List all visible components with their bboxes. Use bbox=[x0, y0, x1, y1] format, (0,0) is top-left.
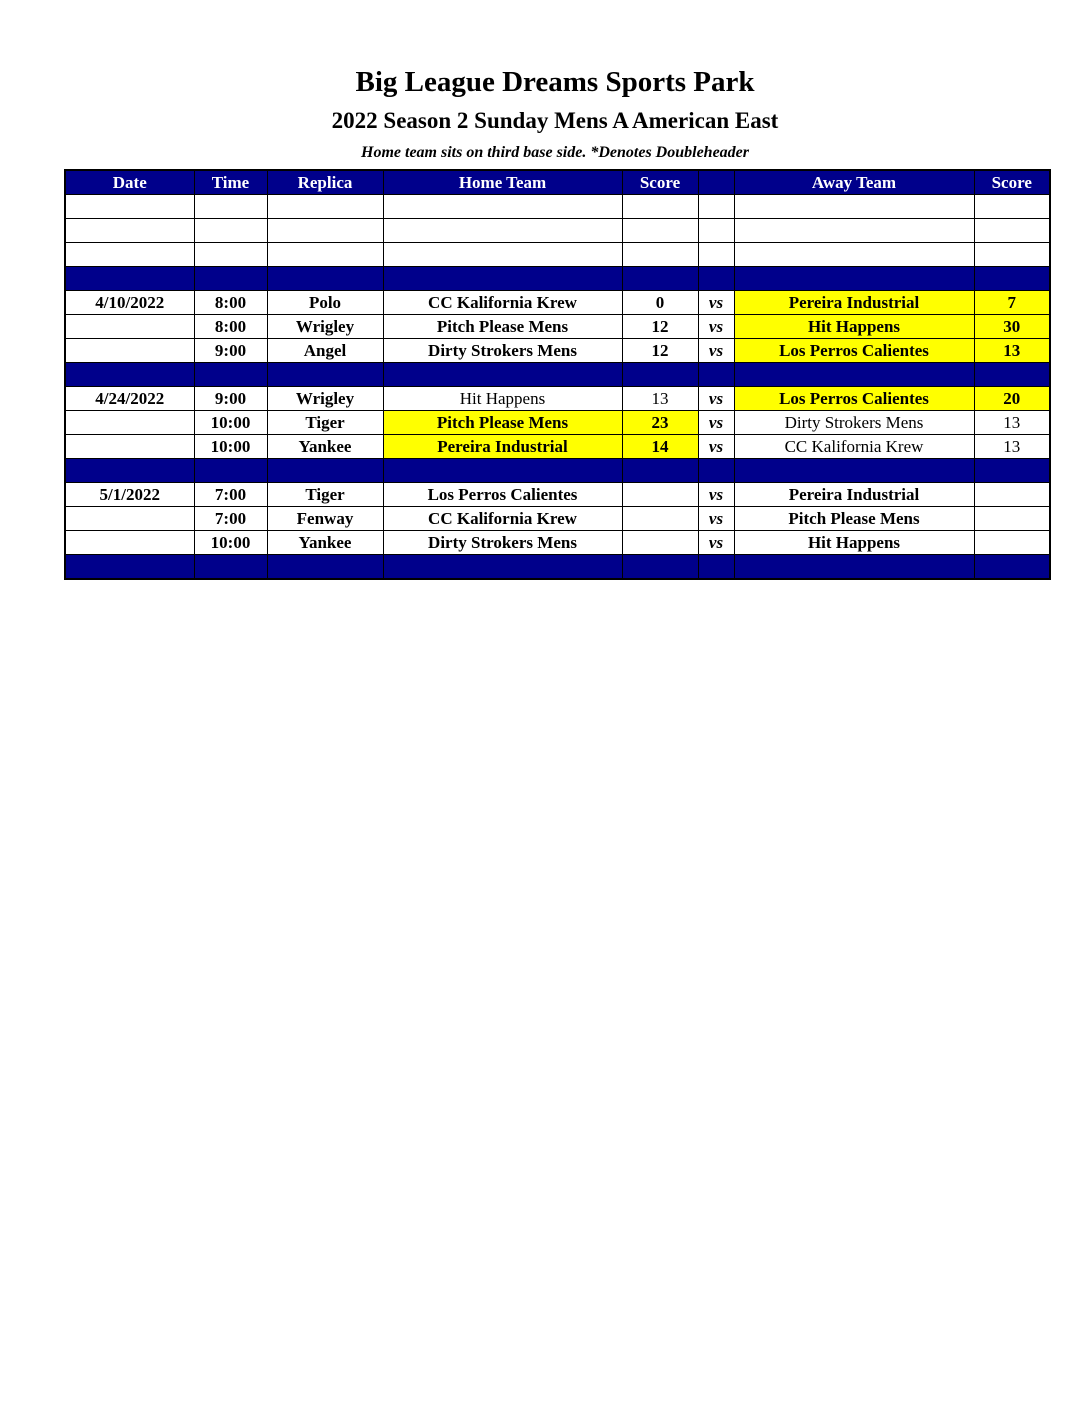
separator-cell bbox=[698, 267, 734, 291]
vs-label: vs bbox=[698, 387, 734, 411]
column-header-home-score: Score bbox=[622, 170, 698, 195]
home-team: Hit Happens bbox=[383, 387, 622, 411]
game-time: 8:00 bbox=[194, 315, 267, 339]
separator-cell bbox=[622, 267, 698, 291]
empty-row bbox=[65, 243, 1050, 267]
home-score bbox=[622, 507, 698, 531]
game-date: 4/24/2022 bbox=[65, 387, 194, 411]
game-time: 10:00 bbox=[194, 411, 267, 435]
week-separator-row bbox=[65, 459, 1050, 483]
column-header-vs bbox=[698, 170, 734, 195]
game-date bbox=[65, 339, 194, 363]
game-replica: Wrigley bbox=[267, 315, 383, 339]
empty-cell bbox=[974, 243, 1050, 267]
separator-cell bbox=[734, 459, 974, 483]
game-replica: Yankee bbox=[267, 435, 383, 459]
empty-cell bbox=[194, 195, 267, 219]
game-replica: Tiger bbox=[267, 483, 383, 507]
empty-cell bbox=[194, 243, 267, 267]
separator-cell bbox=[622, 459, 698, 483]
away-score bbox=[974, 507, 1050, 531]
empty-cell bbox=[698, 243, 734, 267]
game-time: 10:00 bbox=[194, 435, 267, 459]
away-team: Hit Happens bbox=[734, 531, 974, 555]
page-title: Big League Dreams Sports Park bbox=[355, 66, 755, 98]
vs-label: vs bbox=[698, 315, 734, 339]
week-separator-row bbox=[65, 555, 1050, 580]
week-separator-row bbox=[65, 267, 1050, 291]
away-score bbox=[974, 531, 1050, 555]
game-replica: Yankee bbox=[267, 531, 383, 555]
separator-cell bbox=[698, 363, 734, 387]
away-team: CC Kalifornia Krew bbox=[734, 435, 974, 459]
game-row bbox=[65, 435, 1050, 459]
empty-cell bbox=[267, 243, 383, 267]
empty-cell bbox=[698, 219, 734, 243]
empty-row bbox=[65, 195, 1050, 219]
empty-cell bbox=[622, 243, 698, 267]
home-team: Dirty Strokers Mens bbox=[383, 531, 622, 555]
column-header-away-score: Score bbox=[974, 170, 1050, 195]
away-score: 30 bbox=[974, 315, 1050, 339]
separator-cell bbox=[65, 459, 194, 483]
table-header-row bbox=[65, 170, 1050, 195]
home-score bbox=[622, 483, 698, 507]
game-row bbox=[65, 387, 1050, 411]
game-replica: Tiger bbox=[267, 411, 383, 435]
vs-label: vs bbox=[698, 291, 734, 315]
game-row bbox=[65, 507, 1050, 531]
column-header-replica: Replica bbox=[267, 170, 383, 195]
vs-label: vs bbox=[698, 339, 734, 363]
game-row bbox=[65, 291, 1050, 315]
column-header-away-team: Away Team bbox=[734, 170, 974, 195]
game-row bbox=[65, 483, 1050, 507]
game-date bbox=[65, 411, 194, 435]
column-header-home-team: Home Team bbox=[383, 170, 622, 195]
separator-cell bbox=[383, 267, 622, 291]
game-replica: Polo bbox=[267, 291, 383, 315]
separator-cell bbox=[383, 363, 622, 387]
home-score: 23 bbox=[622, 411, 698, 435]
home-team: Pitch Please Mens bbox=[383, 411, 622, 435]
game-time: 9:00 bbox=[194, 387, 267, 411]
away-team: Dirty Strokers Mens bbox=[734, 411, 974, 435]
schedule-table bbox=[64, 169, 1051, 580]
separator-cell bbox=[698, 459, 734, 483]
game-time: 9:00 bbox=[194, 339, 267, 363]
away-team: Hit Happens bbox=[734, 315, 974, 339]
separator-cell bbox=[734, 363, 974, 387]
empty-cell bbox=[194, 219, 267, 243]
home-team: Pereira Industrial bbox=[383, 435, 622, 459]
home-score: 12 bbox=[622, 315, 698, 339]
separator-cell bbox=[974, 555, 1050, 580]
separator-cell bbox=[194, 267, 267, 291]
away-score: 13 bbox=[974, 339, 1050, 363]
page-subtitle: 2022 Season 2 Sunday Mens A American East bbox=[331, 108, 779, 133]
empty-cell bbox=[267, 219, 383, 243]
empty-cell bbox=[622, 195, 698, 219]
separator-cell bbox=[194, 459, 267, 483]
empty-cell bbox=[734, 195, 974, 219]
home-score: 0 bbox=[622, 291, 698, 315]
home-team: Dirty Strokers Mens bbox=[383, 339, 622, 363]
game-date bbox=[65, 435, 194, 459]
game-date bbox=[65, 507, 194, 531]
game-time: 8:00 bbox=[194, 291, 267, 315]
game-date: 4/10/2022 bbox=[65, 291, 194, 315]
separator-cell bbox=[622, 363, 698, 387]
game-date bbox=[65, 315, 194, 339]
game-time: 10:00 bbox=[194, 531, 267, 555]
column-header-time: Time bbox=[194, 170, 267, 195]
home-score: 13 bbox=[622, 387, 698, 411]
game-row bbox=[65, 339, 1050, 363]
separator-cell bbox=[267, 459, 383, 483]
separator-cell bbox=[194, 555, 267, 580]
empty-cell bbox=[974, 219, 1050, 243]
away-team: Pereira Industrial bbox=[734, 483, 974, 507]
away-team: Pitch Please Mens bbox=[734, 507, 974, 531]
game-row bbox=[65, 315, 1050, 339]
empty-cell bbox=[65, 195, 194, 219]
home-team: Los Perros Calientes bbox=[383, 483, 622, 507]
away-score: 20 bbox=[974, 387, 1050, 411]
empty-cell bbox=[65, 243, 194, 267]
separator-cell bbox=[383, 555, 622, 580]
away-score: 7 bbox=[974, 291, 1050, 315]
game-date bbox=[65, 531, 194, 555]
week-separator-row bbox=[65, 363, 1050, 387]
game-date: 5/1/2022 bbox=[65, 483, 194, 507]
vs-label: vs bbox=[698, 507, 734, 531]
empty-row bbox=[65, 219, 1050, 243]
separator-cell bbox=[267, 555, 383, 580]
home-team: CC Kalifornia Krew bbox=[383, 291, 622, 315]
separator-cell bbox=[267, 267, 383, 291]
game-replica: Fenway bbox=[267, 507, 383, 531]
separator-cell bbox=[383, 459, 622, 483]
home-team: Pitch Please Mens bbox=[383, 315, 622, 339]
empty-cell bbox=[622, 219, 698, 243]
away-score: 13 bbox=[974, 411, 1050, 435]
game-time: 7:00 bbox=[194, 483, 267, 507]
vs-label: vs bbox=[698, 483, 734, 507]
empty-cell bbox=[734, 219, 974, 243]
separator-cell bbox=[65, 267, 194, 291]
separator-cell bbox=[698, 555, 734, 580]
empty-cell bbox=[698, 195, 734, 219]
home-score: 14 bbox=[622, 435, 698, 459]
empty-cell bbox=[65, 219, 194, 243]
game-time: 7:00 bbox=[194, 507, 267, 531]
home-team: CC Kalifornia Krew bbox=[383, 507, 622, 531]
game-replica: Angel bbox=[267, 339, 383, 363]
vs-label: vs bbox=[698, 435, 734, 459]
separator-cell bbox=[622, 555, 698, 580]
vs-label: vs bbox=[698, 531, 734, 555]
separator-cell bbox=[734, 555, 974, 580]
separator-cell bbox=[734, 267, 974, 291]
empty-cell bbox=[383, 219, 622, 243]
separator-cell bbox=[974, 363, 1050, 387]
away-score: 13 bbox=[974, 435, 1050, 459]
separator-cell bbox=[65, 555, 194, 580]
header-note: Home team sits on third base side. *Denotes Doubleheader bbox=[361, 144, 749, 161]
game-row bbox=[65, 531, 1050, 555]
separator-cell bbox=[267, 363, 383, 387]
separator-cell bbox=[194, 363, 267, 387]
empty-cell bbox=[734, 243, 974, 267]
column-header-date: Date bbox=[65, 170, 194, 195]
empty-cell bbox=[974, 195, 1050, 219]
vs-label: vs bbox=[698, 411, 734, 435]
home-score: 12 bbox=[622, 339, 698, 363]
away-team: Los Perros Calientes bbox=[734, 339, 974, 363]
away-team: Pereira Industrial bbox=[734, 291, 974, 315]
separator-cell bbox=[974, 267, 1050, 291]
separator-cell bbox=[65, 363, 194, 387]
game-row bbox=[65, 411, 1050, 435]
empty-cell bbox=[383, 243, 622, 267]
empty-cell bbox=[267, 195, 383, 219]
away-score bbox=[974, 483, 1050, 507]
empty-cell bbox=[383, 195, 622, 219]
game-replica: Wrigley bbox=[267, 387, 383, 411]
away-team: Los Perros Calientes bbox=[734, 387, 974, 411]
home-score bbox=[622, 531, 698, 555]
separator-cell bbox=[974, 459, 1050, 483]
